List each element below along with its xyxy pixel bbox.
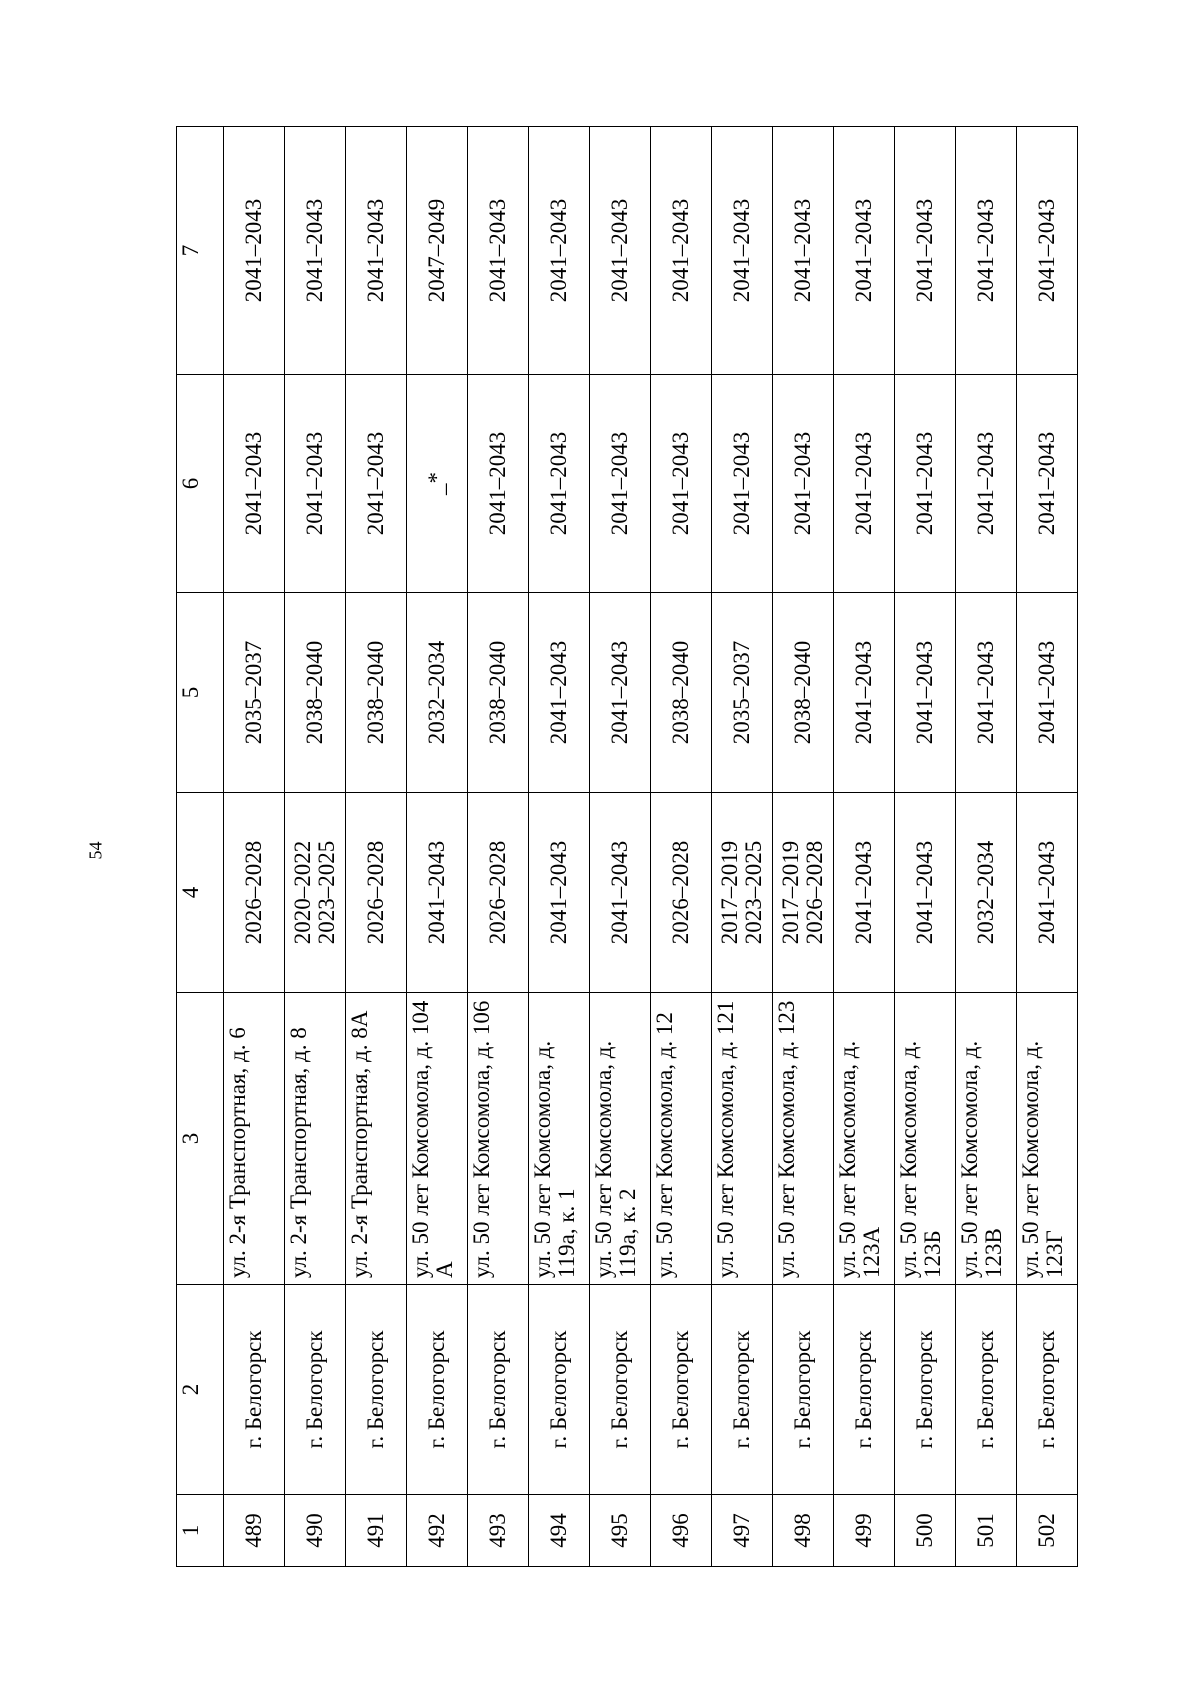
header-cell: 6 — [177, 375, 224, 593]
period-col7-cell: 2041–2043 — [224, 127, 285, 375]
period-value: 2026–2028 — [484, 840, 510, 945]
row-number-cell: 492 — [407, 1495, 468, 1567]
city-cell: г. Белогорск — [651, 1285, 712, 1495]
header-cell: 1 — [177, 1495, 224, 1567]
row-number-cell: 493 — [468, 1495, 529, 1567]
period-col7-cell: 2041–2043 — [346, 127, 407, 375]
period-col6-cell: 2041–2043 — [224, 375, 285, 593]
period-col6-cell: 2041–2043 — [651, 375, 712, 593]
city-cell: г. Белогорск — [834, 1285, 895, 1495]
period-col5-cell: 2032–2034 — [407, 593, 468, 793]
table-row — [285, 127, 346, 1567]
table-row — [834, 127, 895, 1567]
table-row — [407, 127, 468, 1567]
period-value: 2017–2019 — [716, 840, 742, 945]
table-row — [468, 127, 529, 1567]
row-number-cell: 491 — [346, 1495, 407, 1567]
city-cell: г. Белогорск — [712, 1285, 773, 1495]
table-row — [895, 127, 956, 1567]
period-col6-cell: 2041–2043 — [590, 375, 651, 593]
city-cell: г. Белогорск — [285, 1285, 346, 1495]
period-value: 2026–2028 — [240, 840, 266, 945]
period-col7-cell: 2041–2043 — [285, 127, 346, 375]
period-col4-cell — [712, 793, 773, 993]
period-col5-cell: 2041–2043 — [1017, 593, 1078, 793]
header-cell: 3 — [177, 993, 224, 1285]
address-cell: ул. 50 лет Комсомола, д. 12 — [651, 993, 712, 1285]
period-col7-cell: 2047–2049 — [407, 127, 468, 375]
table-row — [224, 127, 285, 1567]
header-cell: 7 — [177, 127, 224, 375]
period-col4-cell — [285, 793, 346, 993]
city-cell: г. Белогорск — [773, 1285, 834, 1495]
period-col7-cell: 2041–2043 — [529, 127, 590, 375]
period-col5-cell: 2041–2043 — [834, 593, 895, 793]
period-col6-cell: 2041–2043 — [712, 375, 773, 593]
address-cell: ул. 50 лет Комсомола, д. 119а, к. 2 — [590, 993, 651, 1285]
address-cell: ул. 2-я Транспортная, д. 8 — [285, 993, 346, 1285]
period-col5-cell: 2038–2040 — [285, 593, 346, 793]
period-col5-cell: 2038–2040 — [468, 593, 529, 793]
period-value: 2026–2028 — [362, 840, 388, 945]
period-col4-cell — [651, 793, 712, 993]
city-cell: г. Белогорск — [529, 1285, 590, 1495]
row-number-cell: 490 — [285, 1495, 346, 1567]
row-number-cell: 495 — [590, 1495, 651, 1567]
period-value: 2041–2043 — [850, 840, 876, 945]
period-value: 2041–2043 — [423, 840, 449, 945]
period-col7-cell: 2041–2043 — [956, 127, 1017, 375]
period-col4-cell — [956, 793, 1017, 993]
row-number-cell: 489 — [224, 1495, 285, 1567]
city-cell: г. Белогорск — [590, 1285, 651, 1495]
period-value: 2023–2025 — [314, 840, 339, 945]
period-col6-cell: 2041–2043 — [346, 375, 407, 593]
address-cell: ул. 50 лет Комсомола, д. 121 — [712, 993, 773, 1285]
row-number-cell: 500 — [895, 1495, 956, 1567]
city-cell: г. Белогорск — [1017, 1285, 1078, 1495]
period-col6-cell: 2041–2043 — [1017, 375, 1078, 593]
period-col4-cell — [590, 793, 651, 993]
period-col7-cell: 2041–2043 — [590, 127, 651, 375]
city-cell: г. Белогорск — [956, 1285, 1017, 1495]
period-col5-cell: 2035–2037 — [224, 593, 285, 793]
period-value: 2041–2043 — [911, 840, 937, 945]
row-number-cell: 494 — [529, 1495, 590, 1567]
period-col7-cell: 2041–2043 — [1017, 127, 1078, 375]
period-col5-cell: 2041–2043 — [590, 593, 651, 793]
period-col7-cell: 2041–2043 — [468, 127, 529, 375]
city-cell: г. Белогорск — [895, 1285, 956, 1495]
period-col5-cell: 2038–2040 — [773, 593, 834, 793]
period-col6-cell: 2041–2043 — [529, 375, 590, 593]
period-value: 2017–2019 — [777, 840, 803, 945]
period-value: 2020–2022 — [289, 840, 315, 945]
period-col4-cell — [773, 793, 834, 993]
period-col5-cell: 2041–2043 — [956, 593, 1017, 793]
table-row — [529, 127, 590, 1567]
rotated-table-frame — [176, 127, 1116, 1567]
table-row — [773, 127, 834, 1567]
table-row — [712, 127, 773, 1567]
address-cell: ул. 50 лет Комсомола, д. 123Б — [895, 993, 956, 1285]
period-col6-cell: 2041–2043 — [468, 375, 529, 593]
city-cell: г. Белогорск — [224, 1285, 285, 1495]
period-col7-cell: 2041–2043 — [834, 127, 895, 375]
address-cell: ул. 50 лет Комсомола, д. 123Г — [1017, 993, 1078, 1285]
address-cell: ул. 50 лет Комсомола, д. 104 А — [407, 993, 468, 1285]
table-row — [590, 127, 651, 1567]
period-col5-cell: 2041–2043 — [895, 593, 956, 793]
period-value: 2023–2025 — [741, 840, 766, 945]
row-number-cell: 496 — [651, 1495, 712, 1567]
period-value: 2041–2043 — [606, 840, 632, 945]
period-col7-cell: 2041–2043 — [712, 127, 773, 375]
header-cell: 4 — [177, 793, 224, 993]
row-number-cell: 502 — [1017, 1495, 1078, 1567]
period-col6-cell: 2041–2043 — [285, 375, 346, 593]
row-number-cell: 498 — [773, 1495, 834, 1567]
address-cell: ул. 2-я Транспортная, д. 6 — [224, 993, 285, 1285]
period-col7-cell: 2041–2043 — [773, 127, 834, 375]
row-number-cell: 497 — [712, 1495, 773, 1567]
period-col6-cell: 2041–2043 — [834, 375, 895, 593]
period-value: 2032–2034 — [972, 840, 998, 945]
address-cell: ул. 50 лет Комсомола, д. 119а, к. 1 — [529, 993, 590, 1285]
period-col7-cell: 2041–2043 — [895, 127, 956, 375]
period-col6-cell: 2041–2043 — [895, 375, 956, 593]
table-body — [224, 127, 1078, 1567]
period-col4-cell — [529, 793, 590, 993]
period-col4-cell — [346, 793, 407, 993]
period-col4-cell — [407, 793, 468, 993]
period-col6-cell: 2041–2043 — [773, 375, 834, 593]
period-col4-cell — [834, 793, 895, 993]
period-col6-cell: _* — [407, 375, 468, 593]
table-row — [1017, 127, 1078, 1567]
period-col4-cell — [1017, 793, 1078, 993]
period-col5-cell: 2038–2040 — [651, 593, 712, 793]
period-col5-cell: 2038–2040 — [346, 593, 407, 793]
period-col4-cell — [224, 793, 285, 993]
row-number-cell: 499 — [834, 1495, 895, 1567]
period-value: 2026–2028 — [802, 840, 827, 945]
table-row — [956, 127, 1017, 1567]
header-cell: 2 — [177, 1285, 224, 1495]
period-col6-cell: 2041–2043 — [956, 375, 1017, 593]
period-col7-cell: 2041–2043 — [651, 127, 712, 375]
table-container — [176, 127, 1116, 1567]
address-cell: ул. 50 лет Комсомола, д. 123В — [956, 993, 1017, 1285]
period-col5-cell: 2035–2037 — [712, 593, 773, 793]
address-cell: ул. 50 лет Комсомола, д. 106 — [468, 993, 529, 1285]
address-cell: ул. 50 лет Комсомола, д. 123А — [834, 993, 895, 1285]
period-value: 2041–2043 — [1033, 840, 1059, 945]
period-col5-cell: 2041–2043 — [529, 593, 590, 793]
period-col4-cell — [468, 793, 529, 993]
table-row — [651, 127, 712, 1567]
city-cell: г. Белогорск — [346, 1285, 407, 1495]
period-col4-cell — [895, 793, 956, 993]
address-cell: ул. 50 лет Комсомола, д. 123 — [773, 993, 834, 1285]
schedule-table — [176, 126, 1078, 1567]
header-row — [177, 127, 224, 1567]
period-value: 2026–2028 — [667, 840, 693, 945]
address-cell: ул. 2-я Транспортная, д. 8А — [346, 993, 407, 1285]
city-cell: г. Белогорск — [468, 1285, 529, 1495]
header-cell: 5 — [177, 593, 224, 793]
table-row — [346, 127, 407, 1567]
period-value: 2041–2043 — [545, 840, 571, 945]
row-number-cell: 501 — [956, 1495, 1017, 1567]
city-cell: г. Белогорск — [407, 1285, 468, 1495]
page-number: 54 — [85, 841, 106, 860]
